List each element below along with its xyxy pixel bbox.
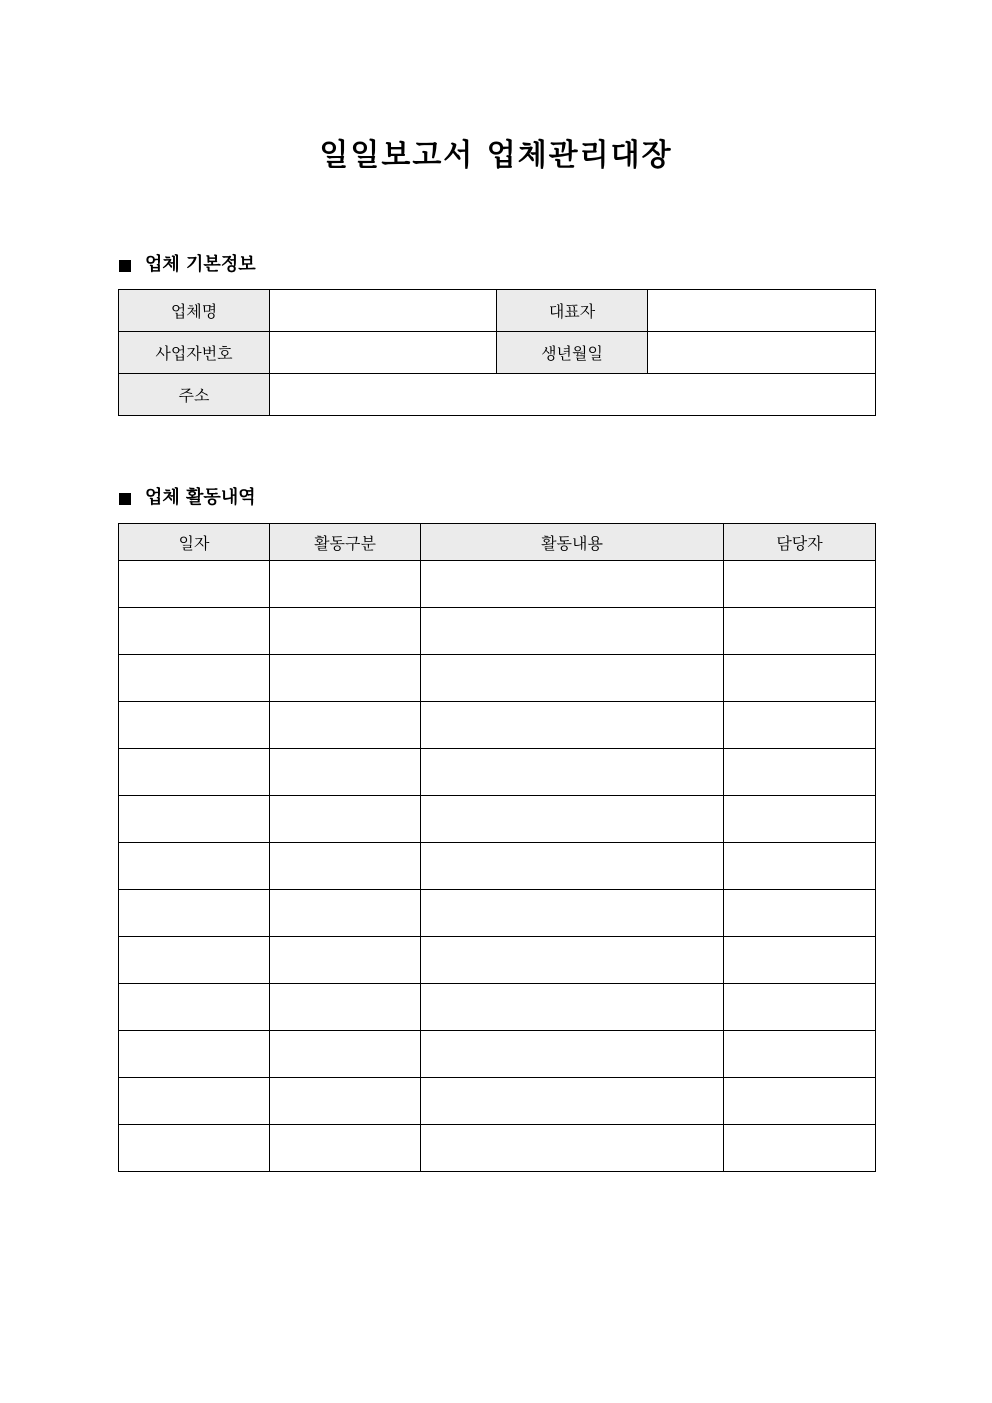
activity-type-cell[interactable]	[270, 608, 421, 655]
manager-cell[interactable]	[724, 843, 876, 890]
column-header-manager: 담당자	[724, 524, 876, 561]
table-row	[119, 749, 876, 796]
activity-type-cell[interactable]	[270, 1125, 421, 1172]
manager-cell[interactable]	[724, 561, 876, 608]
activity-content-cell[interactable]	[421, 796, 724, 843]
business-number-field[interactable]	[270, 332, 497, 374]
activity-type-cell[interactable]	[270, 843, 421, 890]
table-row	[119, 332, 876, 374]
manager-cell[interactable]	[724, 984, 876, 1031]
activity-content-cell[interactable]	[421, 1078, 724, 1125]
table-row	[119, 561, 876, 608]
birth-date-label: 생년월일	[497, 332, 648, 374]
table-header-row	[119, 524, 876, 561]
birth-date-field[interactable]	[648, 332, 876, 374]
manager-cell[interactable]	[724, 608, 876, 655]
square-bullet-icon	[119, 260, 131, 272]
page-title: 일일보고서 업체관리대장	[319, 138, 673, 173]
address-label: 주소	[119, 374, 270, 416]
company-name-label: 업체명	[119, 290, 270, 332]
activity-type-cell[interactable]	[270, 749, 421, 796]
activity-type-cell[interactable]	[270, 890, 421, 937]
activity-type-cell[interactable]	[270, 702, 421, 749]
date-cell[interactable]	[119, 702, 270, 749]
representative-field[interactable]	[648, 290, 876, 332]
activity-content-cell[interactable]	[421, 843, 724, 890]
manager-cell[interactable]	[724, 1031, 876, 1078]
date-cell[interactable]	[119, 843, 270, 890]
activity-content-cell[interactable]	[421, 890, 724, 937]
table-row	[119, 843, 876, 890]
section-heading-label: 업체 활동내역	[145, 487, 256, 508]
table-row	[119, 655, 876, 702]
activity-content-cell[interactable]	[421, 1125, 724, 1172]
activity-content-cell[interactable]	[421, 749, 724, 796]
activity-type-cell[interactable]	[270, 937, 421, 984]
date-cell[interactable]	[119, 561, 270, 608]
activity-type-cell[interactable]	[270, 796, 421, 843]
column-header-activity-type: 활동구분	[270, 524, 421, 561]
date-cell[interactable]	[119, 1031, 270, 1078]
activity-content-cell[interactable]	[421, 608, 724, 655]
activity-type-cell[interactable]	[270, 655, 421, 702]
column-header-date: 일자	[119, 524, 270, 561]
manager-cell[interactable]	[724, 937, 876, 984]
basic-info-table	[118, 289, 876, 416]
date-cell[interactable]	[119, 1125, 270, 1172]
activity-content-cell[interactable]	[421, 984, 724, 1031]
date-cell[interactable]	[119, 984, 270, 1031]
table-row	[119, 1125, 876, 1172]
activity-table-body	[119, 561, 876, 1172]
date-cell[interactable]	[119, 890, 270, 937]
table-row	[119, 937, 876, 984]
manager-cell[interactable]	[724, 796, 876, 843]
company-name-field[interactable]	[270, 290, 497, 332]
table-row	[119, 374, 876, 416]
manager-cell[interactable]	[724, 890, 876, 937]
representative-label: 대표자	[497, 290, 648, 332]
activity-type-cell[interactable]	[270, 984, 421, 1031]
section-heading-basic-info	[119, 253, 256, 277]
table-row	[119, 796, 876, 843]
activity-content-cell[interactable]	[421, 702, 724, 749]
date-cell[interactable]	[119, 937, 270, 984]
table-row	[119, 1031, 876, 1078]
activity-table	[118, 523, 876, 1172]
date-cell[interactable]	[119, 796, 270, 843]
manager-cell[interactable]	[724, 702, 876, 749]
table-row	[119, 608, 876, 655]
date-cell[interactable]	[119, 608, 270, 655]
table-row	[119, 890, 876, 937]
date-cell[interactable]	[119, 749, 270, 796]
address-field[interactable]	[270, 374, 876, 416]
activity-content-cell[interactable]	[421, 561, 724, 608]
square-bullet-icon	[119, 493, 131, 505]
business-number-label: 사업자번호	[119, 332, 270, 374]
manager-cell[interactable]	[724, 655, 876, 702]
activity-content-cell[interactable]	[421, 655, 724, 702]
section-heading-label: 업체 기본정보	[145, 254, 256, 275]
activity-type-cell[interactable]	[270, 561, 421, 608]
table-row	[119, 1078, 876, 1125]
activity-type-cell[interactable]	[270, 1031, 421, 1078]
manager-cell[interactable]	[724, 1125, 876, 1172]
activity-type-cell[interactable]	[270, 1078, 421, 1125]
date-cell[interactable]	[119, 655, 270, 702]
table-row	[119, 290, 876, 332]
column-header-activity-content: 활동내용	[421, 524, 724, 561]
activity-content-cell[interactable]	[421, 937, 724, 984]
date-cell[interactable]	[119, 1078, 270, 1125]
activity-content-cell[interactable]	[421, 1031, 724, 1078]
manager-cell[interactable]	[724, 749, 876, 796]
section-heading-activity	[119, 486, 256, 510]
table-row	[119, 984, 876, 1031]
manager-cell[interactable]	[724, 1078, 876, 1125]
table-row	[119, 702, 876, 749]
